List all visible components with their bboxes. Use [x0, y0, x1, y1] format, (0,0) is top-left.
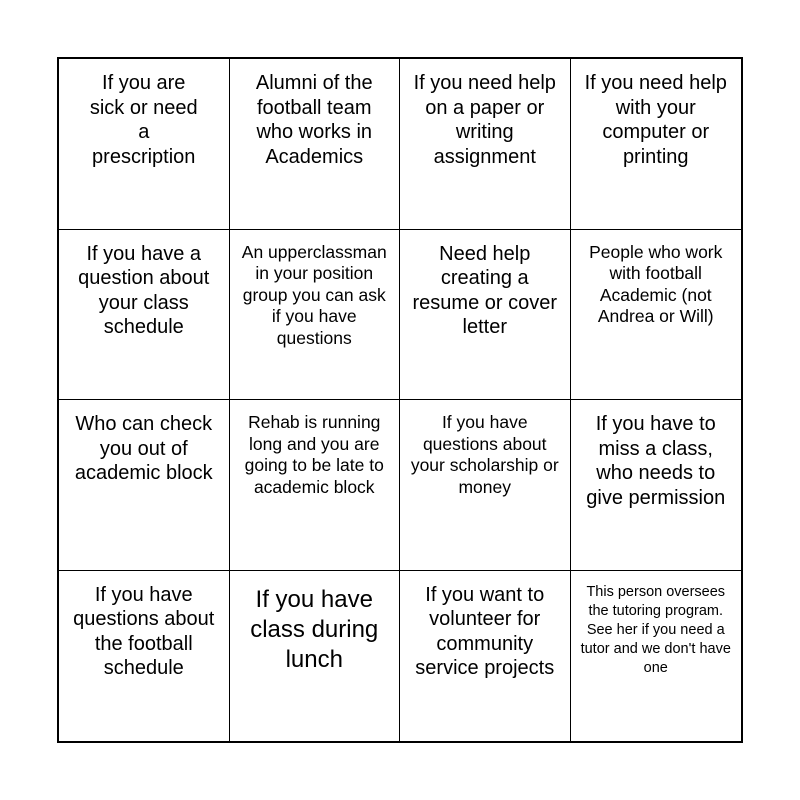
bingo-cell[interactable]: Alumni of the football team who works in Academics [230, 59, 401, 230]
bingo-cell[interactable]: If you have class during lunch [230, 571, 401, 742]
bingo-cell[interactable]: Who can check you out of academic block [59, 400, 230, 571]
bingo-cell[interactable]: If you want to volunteer for community service projects [400, 571, 571, 742]
bingo-cell[interactable]: If you are sick or need a prescription [59, 59, 230, 230]
bingo-cell[interactable]: People who work with football Academic (not Andrea or Will) [571, 230, 742, 401]
bingo-cell[interactable]: Need help creating a resume or cover letter [400, 230, 571, 401]
bingo-cell[interactable]: If you have questions about the football schedule [59, 571, 230, 742]
bingo-cell[interactable]: If you need help on a paper or writing assignment [400, 59, 571, 230]
bingo-cell[interactable]: An upperclassman in your position group you can ask if you have questions [230, 230, 401, 401]
bingo-cell[interactable]: This person oversees the tutoring program. See her if you need a tutor and we don't have one [580, 583, 731, 676]
bingo-cell[interactable]: If you have to miss a class, who needs to give permission [571, 400, 742, 571]
bingo-cell[interactable]: If you need help with your computer or printing [571, 59, 742, 230]
bingo-cell[interactable]: Rehab is running long and you are going to be late to academic block [230, 400, 401, 571]
bingo-board [57, 57, 743, 743]
bingo-cell[interactable]: If you have questions about your scholarship or money [400, 400, 571, 571]
bingo-cell[interactable]: If you have a question about your class schedule [59, 230, 230, 401]
